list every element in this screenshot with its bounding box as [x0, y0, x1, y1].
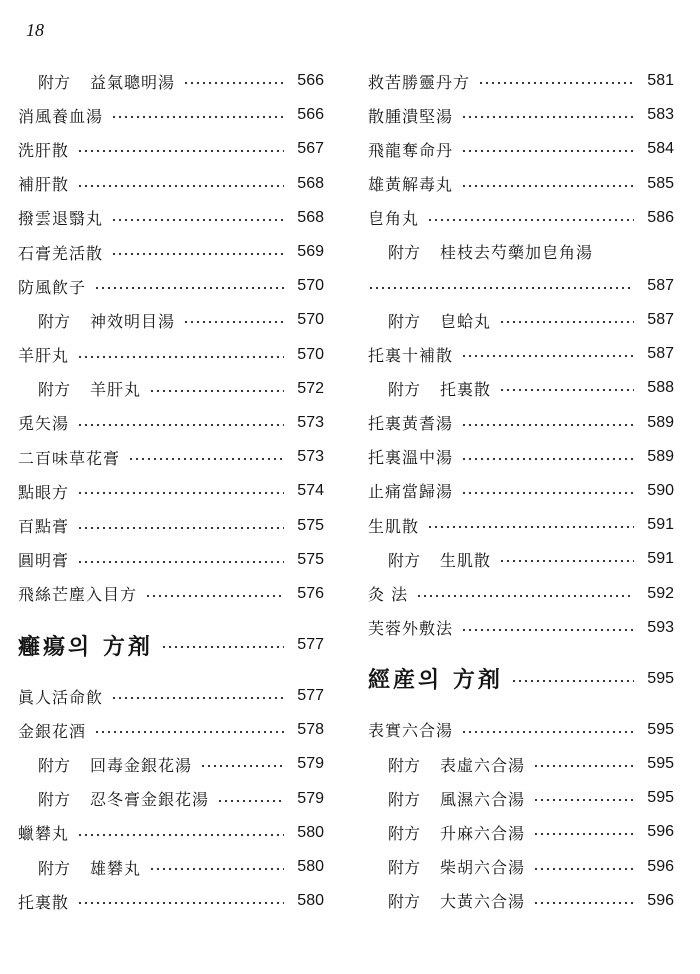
- dot-leader: [111, 252, 284, 256]
- entry-page-number: 576: [297, 584, 324, 602]
- entry-prefix: 附方: [38, 755, 71, 775]
- entry-title: 撥雲退翳丸: [18, 209, 104, 229]
- entry-title: 眞人活命飮: [18, 687, 104, 707]
- entry-title: 大黃六合湯: [440, 892, 526, 912]
- dot-leader: [77, 833, 284, 837]
- dot-leader: [533, 832, 634, 836]
- toc-entry: [18, 167, 324, 201]
- dot-leader: [200, 764, 284, 768]
- dot-leader: [77, 526, 284, 530]
- entry-title: 飛絲芒塵入目方: [18, 585, 138, 605]
- entry-prefix: 附方: [388, 379, 421, 399]
- section-heading: [368, 645, 674, 713]
- entry-page-number: 588: [647, 379, 674, 397]
- entry-page-number: 596: [647, 823, 674, 841]
- entry-page-number: 590: [647, 481, 674, 499]
- entry-title: 補肝散: [18, 175, 70, 195]
- toc-entry: [368, 440, 674, 474]
- dot-leader: [511, 679, 634, 683]
- toc-entry: [18, 577, 324, 611]
- entry-page-number: 580: [297, 892, 324, 910]
- entry-page-number: 592: [647, 584, 674, 602]
- toc-entry: [18, 884, 324, 918]
- toc-entry: [368, 371, 674, 405]
- toc-entry: [18, 543, 324, 577]
- dot-leader: [183, 81, 284, 85]
- toc-entry: [18, 782, 324, 816]
- entry-page-number: 575: [297, 516, 324, 534]
- entry-page-number: 572: [297, 379, 324, 397]
- entry-page-number: 585: [647, 174, 674, 192]
- entry-title: 點眼方: [18, 482, 70, 502]
- page-number: 18: [26, 20, 44, 40]
- toc-entry: [18, 474, 324, 508]
- toc-entry: [18, 64, 324, 98]
- entry-title: 皀角丸: [368, 209, 420, 229]
- dot-leader: [461, 354, 634, 358]
- section-title: 經産의 方剤: [368, 667, 503, 694]
- dot-leader: [461, 149, 634, 153]
- toc-entry: [368, 98, 674, 132]
- entry-page-number: 577: [297, 636, 324, 653]
- toc-entry: [368, 235, 674, 269]
- toc-entry: [368, 747, 674, 781]
- dot-leader: [77, 423, 284, 427]
- dot-leader: [77, 149, 284, 153]
- toc-entry: [368, 850, 674, 884]
- entry-page-number: 578: [297, 721, 324, 739]
- entry-title: 生肌散: [368, 516, 420, 536]
- entry-page-number: 587: [647, 311, 674, 329]
- toc-entry: [368, 337, 674, 371]
- dot-leader: [77, 901, 284, 905]
- entry-page-number: 595: [647, 720, 674, 738]
- dot-leader: [145, 594, 284, 598]
- section-heading: [18, 611, 324, 679]
- dot-leader: [111, 696, 284, 700]
- toc-right-column: [368, 64, 674, 918]
- entry-title: 表實六合湯: [368, 721, 454, 741]
- toc-entry: [368, 406, 674, 440]
- dot-leader: [427, 525, 634, 529]
- dot-leader: [427, 218, 634, 222]
- toc-entry: [18, 713, 324, 747]
- entry-page-number: 568: [297, 208, 324, 226]
- dot-leader: [461, 491, 634, 495]
- toc-entry: [368, 884, 674, 918]
- dot-leader: [461, 184, 634, 188]
- entry-page-number: 577: [297, 687, 324, 705]
- toc-entry: [368, 781, 674, 815]
- entry-page-number: 573: [297, 413, 324, 431]
- dot-leader: [77, 355, 284, 359]
- toc-entry: [368, 508, 674, 542]
- entry-page-number: 574: [297, 482, 324, 500]
- entry-prefix: 附方: [38, 311, 71, 331]
- entry-page-number: 570: [297, 311, 324, 329]
- entry-prefix: 附方: [388, 311, 421, 331]
- toc-entry: [18, 201, 324, 235]
- entry-page-number: 591: [647, 550, 674, 568]
- dot-leader: [77, 560, 284, 564]
- dot-leader: [499, 388, 634, 392]
- toc-entry: [18, 338, 324, 372]
- entry-title: 百點膏: [18, 517, 70, 537]
- toc-entry: [368, 815, 674, 849]
- entry-title: 止痛當歸湯: [368, 482, 454, 502]
- entry-title: 風濕六合湯: [440, 789, 526, 809]
- entry-page-number: 580: [297, 858, 324, 876]
- toc-entry: [18, 440, 324, 474]
- dot-leader: [111, 115, 284, 119]
- dot-leader: [183, 320, 284, 324]
- toc-entry: [368, 713, 674, 747]
- toc-entry: [18, 508, 324, 542]
- entry-title: 表虛六合湯: [440, 755, 526, 775]
- entry-prefix: 附方: [38, 380, 71, 400]
- dot-leader: [533, 798, 634, 802]
- entry-page-number: 596: [647, 891, 674, 909]
- toc-entry: [18, 747, 324, 781]
- entry-title: 羊肝丸: [90, 380, 142, 400]
- entry-page-number: 581: [647, 72, 674, 90]
- toc-entry: [18, 816, 324, 850]
- toc-entry: [368, 132, 674, 166]
- dot-leader: [461, 115, 634, 119]
- entry-prefix: 附方: [38, 858, 71, 878]
- entry-title: 托裏十補散: [368, 345, 454, 365]
- entry-title: 蠟礬丸: [18, 824, 70, 844]
- entry-prefix: 附方: [38, 72, 71, 92]
- toc-left-column: [18, 64, 324, 918]
- dot-leader: [94, 730, 284, 734]
- entry-title: 托裏黃耆湯: [368, 414, 454, 434]
- toc-entry: [18, 235, 324, 269]
- entry-page-number: 595: [647, 789, 674, 807]
- entry-title: 石膏羌活散: [18, 243, 104, 263]
- toc-entry: [18, 269, 324, 303]
- entry-page-number: 587: [647, 276, 674, 294]
- dot-leader: [478, 81, 634, 85]
- entry-title: 托裏溫中湯: [368, 448, 454, 468]
- dot-leader: [499, 320, 634, 324]
- toc-entry: [18, 850, 324, 884]
- toc-entry: [368, 201, 674, 235]
- entry-page-number: 570: [297, 277, 324, 295]
- toc-entry: [18, 98, 324, 132]
- entry-page-number: 586: [647, 208, 674, 226]
- entry-page-number: 595: [647, 755, 674, 773]
- entry-title: 救苦勝靈丹方: [368, 72, 471, 92]
- toc-entry: [368, 269, 674, 303]
- entry-page-number: 596: [647, 857, 674, 875]
- toc-entry: [368, 303, 674, 337]
- entry-title: 防風飮子: [18, 277, 87, 297]
- entry-page-number: 566: [297, 106, 324, 124]
- entry-page-number: 584: [647, 140, 674, 158]
- dot-leader: [217, 799, 284, 803]
- dot-leader: [461, 730, 634, 734]
- entry-title: 兎矢湯: [18, 414, 70, 434]
- entry-prefix: 附方: [388, 755, 421, 775]
- entry-page-number: 587: [647, 345, 674, 363]
- entry-title: 益氣聰明湯: [90, 72, 176, 92]
- entry-prefix: 附方: [388, 789, 421, 809]
- entry-title: 雄黃解毒丸: [368, 175, 454, 195]
- dot-leader: [461, 457, 634, 461]
- dot-leader: [77, 491, 284, 495]
- entry-page-number: 566: [297, 72, 324, 90]
- entry-page-number: 589: [647, 413, 674, 431]
- entry-title: 金銀花酒: [18, 721, 87, 741]
- entry-title: 桂枝去芍藥加皀角湯: [440, 243, 594, 263]
- entry-page-number: 595: [647, 669, 674, 687]
- section-title: 癰瘍의 方剤: [18, 633, 153, 660]
- entry-title: 忍冬膏金銀花湯: [90, 790, 210, 810]
- entry-prefix: 附方: [38, 790, 71, 810]
- entry-page-number: 589: [647, 447, 674, 465]
- entry-title: 洗肝散: [18, 140, 70, 160]
- entry-prefix: 附方: [388, 243, 421, 263]
- dot-leader: [111, 218, 284, 222]
- entry-prefix: 附方: [388, 858, 421, 878]
- toc-entry: [18, 303, 324, 337]
- entry-page-number: 573: [297, 448, 324, 466]
- entry-title: 托裏散: [18, 892, 70, 912]
- entry-page-number: 583: [647, 106, 674, 124]
- entry-title: 生肌散: [440, 550, 492, 570]
- dot-leader: [368, 286, 634, 290]
- entry-prefix: 附方: [388, 550, 421, 570]
- toc-entry: [368, 64, 674, 98]
- dot-leader: [77, 184, 284, 188]
- dot-leader: [499, 559, 634, 563]
- entry-title: 飛龍奪命丹: [368, 140, 454, 160]
- dot-leader: [533, 764, 634, 768]
- toc-entry: [18, 132, 324, 166]
- entry-page-number: 579: [297, 789, 324, 807]
- toc-entry: [368, 542, 674, 576]
- entry-page-number: 591: [647, 516, 674, 534]
- entry-page-number: 593: [647, 618, 674, 636]
- toc-entry: [368, 474, 674, 508]
- dot-leader: [149, 867, 284, 871]
- toc-entry: [18, 372, 324, 406]
- toc-entry: [368, 611, 674, 645]
- entry-title: 散腫潰堅湯: [368, 106, 454, 126]
- entry-page-number: 580: [297, 823, 324, 841]
- dot-leader: [94, 286, 284, 290]
- entry-title: 皀蛤丸: [440, 311, 492, 331]
- entry-prefix: 附方: [388, 823, 421, 843]
- toc-entry: [368, 167, 674, 201]
- toc-entry: [18, 406, 324, 440]
- entry-title: 雄礬丸: [90, 858, 142, 878]
- dot-leader: [161, 645, 284, 649]
- entry-title: 托裏散: [440, 379, 492, 399]
- dot-leader: [461, 423, 634, 427]
- dot-leader: [128, 457, 284, 461]
- entry-title: 回毒金銀花湯: [90, 755, 193, 775]
- toc-entry: [368, 576, 674, 610]
- dot-leader: [416, 594, 634, 598]
- entry-title: 消風養血湯: [18, 106, 104, 126]
- entry-title: 灸 法: [368, 585, 409, 605]
- entry-page-number: 575: [297, 550, 324, 568]
- dot-leader: [149, 389, 284, 393]
- toc-entry: [18, 679, 324, 713]
- entry-title: 柴胡六合湯: [440, 858, 526, 878]
- dot-leader: [533, 901, 634, 905]
- entry-title: 神效明目湯: [90, 311, 176, 331]
- entry-title: 羊肝丸: [18, 346, 70, 366]
- entry-page-number: 569: [297, 243, 324, 261]
- entry-title: 圓明膏: [18, 551, 70, 571]
- entry-page-number: 570: [297, 345, 324, 363]
- entry-prefix: 附方: [388, 892, 421, 912]
- entry-page-number: 568: [297, 174, 324, 192]
- entry-page-number: 567: [297, 140, 324, 158]
- dot-leader: [461, 628, 634, 632]
- entry-title: 芙蓉外敷法: [368, 619, 454, 639]
- entry-page-number: 579: [297, 755, 324, 773]
- entry-title: 升麻六合湯: [440, 823, 526, 843]
- entry-title: 二百味草花膏: [18, 448, 121, 468]
- dot-leader: [533, 867, 634, 871]
